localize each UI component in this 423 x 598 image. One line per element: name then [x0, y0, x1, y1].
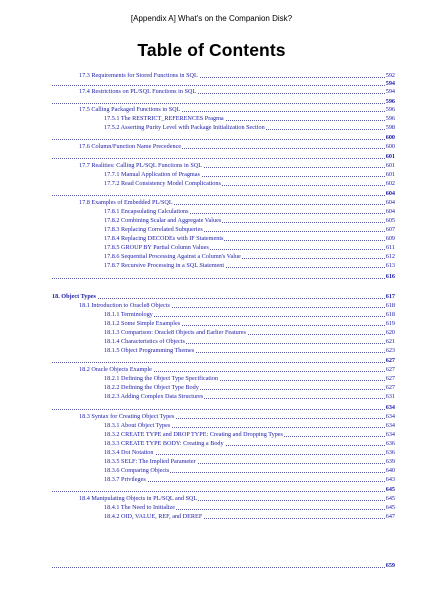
toc-entry-label[interactable]: 17.5 Calling Packaged Functions in SQL — [79, 106, 181, 113]
running-header: [Appendix A] What's on the Companion Disk? — [130, 14, 293, 23]
toc-entry-label[interactable]: 18.1.3 Comparison: Oracle8 Objects and Earlier Features — [104, 329, 246, 336]
toc-entry-label[interactable]: 17.7 Realities: Calling PL/SQL Functions in SQL — [79, 162, 203, 169]
toc-entry-label[interactable]: 17.8.3 Replacing Correlated Subqueries — [104, 226, 203, 233]
toc-entry-label[interactable]: 17.7.1 Manual Application of Pragmas — [104, 171, 200, 178]
toc-entry-page[interactable]: 616 — [385, 273, 395, 280]
toc-entry-page[interactable]: 594 — [385, 80, 395, 87]
toc-entry-label[interactable]: 17.5.1 The RESTRICT_REFERENCES Pragma — [104, 115, 224, 122]
toc-entry-page[interactable]: 617 — [385, 293, 395, 300]
toc-entry[interactable] — [0, 143, 423, 151]
toc-entry-page[interactable]: 600 — [385, 143, 395, 150]
toc-entry-label[interactable]: 17.4 Restrictions on PL/SQL Functions in SQL — [79, 88, 197, 95]
toc-entry-label[interactable]: 18.4 Manipulating Objects in PL/SQL and SQL — [79, 495, 198, 502]
toc-entry-label[interactable]: 18.3.6 Comparing Objects — [104, 467, 170, 474]
toc-entry[interactable] — [0, 504, 423, 512]
toc-entry-page[interactable]: 620 — [385, 329, 395, 336]
toc-entry[interactable] — [0, 320, 423, 328]
toc-entry-page[interactable]: 600 — [385, 134, 395, 141]
toc-entry[interactable] — [0, 422, 423, 430]
toc-entry-label[interactable]: 18.3 Syntax for Creating Object Types — [79, 413, 175, 420]
toc-entry-page[interactable]: 604 — [385, 190, 395, 197]
toc-entry-label[interactable]: 17.8.7 Recursive Processing in a SQL Statement — [104, 262, 225, 269]
toc-entry[interactable] — [0, 293, 423, 301]
toc-entry[interactable] — [0, 357, 423, 365]
toc-entry[interactable] — [0, 393, 423, 401]
toc-entry[interactable] — [0, 88, 423, 96]
dot-leader — [52, 362, 393, 363]
toc-entry-label[interactable]: 18.3.5 SELF: The Implied Parameter — [104, 458, 196, 465]
toc-entry-label[interactable]: 18.4.1 The Need to Initialize — [104, 504, 176, 511]
toc-entry[interactable] — [0, 458, 423, 466]
toc-entry-label[interactable]: 18.1.2 Some Simple Examples — [104, 320, 181, 327]
page-title: Table of Contents — [137, 40, 286, 60]
toc-entry-page[interactable]: 596 — [385, 115, 395, 122]
toc-entry[interactable] — [0, 562, 423, 570]
dot-leader — [52, 85, 393, 86]
toc-entry[interactable] — [0, 199, 423, 207]
toc-entry[interactable] — [0, 98, 423, 106]
toc-entry[interactable] — [0, 72, 423, 80]
toc-entry-label[interactable]: 18.3.1 About Object Types — [104, 422, 171, 429]
toc-entry[interactable] — [0, 440, 423, 448]
toc-entry-page[interactable]: 621 — [385, 338, 395, 345]
toc-entry-page[interactable]: 607 — [385, 226, 395, 233]
toc-entry-page[interactable]: 623 — [385, 347, 395, 354]
toc-entry-label[interactable]: 18.2.3 Adding Complex Data Structures — [104, 393, 204, 400]
toc-entry[interactable] — [0, 375, 423, 383]
toc-entry[interactable] — [0, 244, 423, 252]
toc-entry-label[interactable]: 18. Object Types — [52, 293, 96, 300]
toc-entry-label[interactable]: 18.1 Introduction to Oracle8 Objects — [79, 302, 170, 309]
dot-leader — [52, 103, 393, 104]
toc-entry[interactable] — [0, 153, 423, 161]
toc-entry-page[interactable]: 604 — [385, 208, 395, 215]
toc-entry-label[interactable]: 18.3.2 CREATE TYPE and DROP TYPE: Creating and Dropping Types — [104, 431, 283, 438]
toc-entry[interactable] — [0, 495, 423, 503]
toc-entry-page[interactable]: 601 — [385, 162, 395, 169]
dot-leader — [52, 278, 393, 279]
toc-entry-label[interactable]: 17.8.4 Replacing DECODEs with IF Statements — [104, 235, 224, 242]
toc-entry[interactable] — [0, 366, 423, 374]
toc-entry-page[interactable]: 613 — [385, 262, 395, 269]
toc-entry-page[interactable]: 611 — [385, 244, 395, 251]
toc-entry-label[interactable]: 17.5.2 Asserting Purity Level with Package Initialization Section — [104, 124, 265, 131]
toc-entry[interactable] — [0, 235, 423, 243]
toc-entry-label[interactable]: 18.2 Oracle Objects Example — [79, 366, 152, 373]
toc-entry[interactable] — [0, 190, 423, 198]
toc-entry-page[interactable]: 605 — [385, 217, 395, 224]
toc-entry-label[interactable]: 18.3.4 Dot Notation — [104, 449, 154, 456]
toc-entry[interactable] — [0, 302, 423, 310]
toc-entry-page[interactable]: 619 — [385, 320, 395, 327]
toc-entry[interactable] — [0, 115, 423, 123]
toc-entry-label[interactable]: 17.8.5 GROUP BY Partial Column Values — [104, 244, 209, 251]
toc-entry-page[interactable]: 645 — [385, 504, 395, 511]
toc-entry-page[interactable]: 627 — [385, 366, 395, 373]
toc-entry-label[interactable]: 17.7.2 Read Consistency Model Complications — [104, 180, 221, 187]
toc-entry-label[interactable]: 17.8 Examples of Embedded PL/SQL — [79, 199, 173, 206]
toc-entry-label[interactable]: 18.1.4 Characteristics of Objects — [104, 338, 185, 345]
toc-entry-page[interactable]: 640 — [385, 467, 395, 474]
toc-entry[interactable] — [0, 449, 423, 457]
toc-entry[interactable] — [0, 106, 423, 114]
toc-entry-label[interactable]: 17.8.2 Combining Scalar and Aggregate Values — [104, 217, 222, 224]
toc-entry-page[interactable]: 596 — [385, 106, 395, 113]
dot-leader — [104, 481, 393, 482]
toc-entry[interactable] — [0, 338, 423, 346]
dot-leader — [52, 195, 393, 196]
toc-entry-page[interactable]: 618 — [385, 311, 395, 318]
toc-entry[interactable] — [0, 180, 423, 188]
toc-entry[interactable] — [0, 162, 423, 170]
toc-entry-page[interactable]: 659 — [385, 562, 395, 569]
toc-entry-label[interactable]: 17.3 Requirements for Stored Functions in SQL — [79, 72, 198, 79]
toc-entry-page[interactable]: 636 — [385, 449, 395, 456]
toc-entry-page[interactable]: 601 — [385, 171, 395, 178]
toc-entry-page[interactable]: 627 — [385, 384, 395, 391]
toc-entry-page[interactable]: 647 — [385, 513, 395, 520]
toc-entry[interactable] — [0, 134, 423, 142]
toc-entry-page[interactable]: 594 — [385, 88, 395, 95]
toc-entry[interactable] — [0, 431, 423, 439]
toc-entry[interactable] — [0, 80, 423, 88]
toc-entry-page[interactable]: 634 — [385, 404, 395, 411]
toc-entry-page[interactable]: 602 — [385, 180, 395, 187]
toc-entry[interactable] — [0, 513, 423, 521]
toc-entry-page[interactable]: 627 — [385, 375, 395, 382]
toc-entry-label[interactable]: 17.8.1 Encapsulating Calculations — [104, 208, 189, 215]
toc-entry-label[interactable]: 18.3.7 Privileges — [104, 476, 146, 483]
toc-entry-page[interactable]: 601 — [385, 153, 395, 160]
toc-entry[interactable] — [0, 467, 423, 475]
toc-entry[interactable] — [0, 476, 423, 484]
toc-entry-label[interactable]: 18.2.1 Defining the Object Type Specification — [104, 375, 219, 382]
toc-entry[interactable] — [0, 124, 423, 132]
toc-entry-label[interactable]: 18.1.5 Object Programming Themes — [104, 347, 195, 354]
toc-entry[interactable] — [0, 226, 423, 234]
toc-entry[interactable] — [0, 384, 423, 392]
toc-entry-page[interactable]: 596 — [385, 98, 395, 105]
dot-leader — [52, 298, 393, 299]
dot-leader — [52, 491, 393, 492]
toc-entry[interactable] — [0, 273, 423, 281]
toc-entry-page[interactable]: 634 — [385, 413, 395, 420]
toc-entry-page[interactable]: 598 — [385, 124, 395, 131]
dot-leader — [52, 567, 393, 568]
toc-entry[interactable] — [0, 347, 423, 355]
toc-entry-page[interactable]: 636 — [385, 440, 395, 447]
toc-entry-label[interactable]: 17.8.6 Sequential Processing Against a Column's Value — [104, 253, 241, 260]
toc-entry-page[interactable]: 634 — [385, 431, 395, 438]
toc-entry-page[interactable]: 612 — [385, 253, 395, 260]
toc-entry[interactable] — [0, 208, 423, 216]
toc-entry-page[interactable]: 631 — [385, 393, 395, 400]
toc-entry[interactable] — [0, 171, 423, 179]
toc-entry-page[interactable]: 634 — [385, 422, 395, 429]
toc-entry-page[interactable]: 643 — [385, 476, 395, 483]
toc-entry[interactable] — [0, 311, 423, 319]
toc-entry-page[interactable]: 604 — [385, 199, 395, 206]
toc-entry-page[interactable]: 639 — [385, 458, 395, 465]
toc-entry-page[interactable]: 592 — [385, 72, 395, 79]
dot-leader — [52, 139, 393, 140]
toc-entry-label[interactable]: 18.4.2 OID, VALUE, REF, and DEREF — [104, 513, 203, 520]
dot-leader — [52, 409, 393, 410]
toc-entry[interactable] — [0, 413, 423, 421]
toc-entry[interactable] — [0, 404, 423, 412]
toc-entry[interactable] — [0, 486, 423, 494]
toc-entry[interactable] — [0, 217, 423, 225]
toc-entry-label[interactable]: 18.1.1 Terminology — [104, 311, 153, 318]
toc-entry-page[interactable]: 645 — [385, 495, 395, 502]
toc-entry-page[interactable]: 627 — [385, 357, 395, 364]
toc-entry[interactable] — [0, 329, 423, 337]
toc-entry[interactable] — [0, 253, 423, 261]
dot-leader — [52, 158, 393, 159]
toc-entry-page[interactable]: 609 — [385, 235, 395, 242]
toc-entry-label[interactable]: 17.6 Column/Function Name Precedence — [79, 143, 182, 150]
toc-entry[interactable] — [0, 262, 423, 270]
toc-entry-page[interactable]: 618 — [385, 302, 395, 309]
toc-entry-page[interactable]: 645 — [385, 486, 395, 493]
toc-entry-label[interactable]: 18.3.3 CREATE TYPE BODY: Creating a Body — [104, 440, 224, 447]
toc-entry-label[interactable]: 18.2.2 Defining the Object Type Body — [104, 384, 199, 391]
